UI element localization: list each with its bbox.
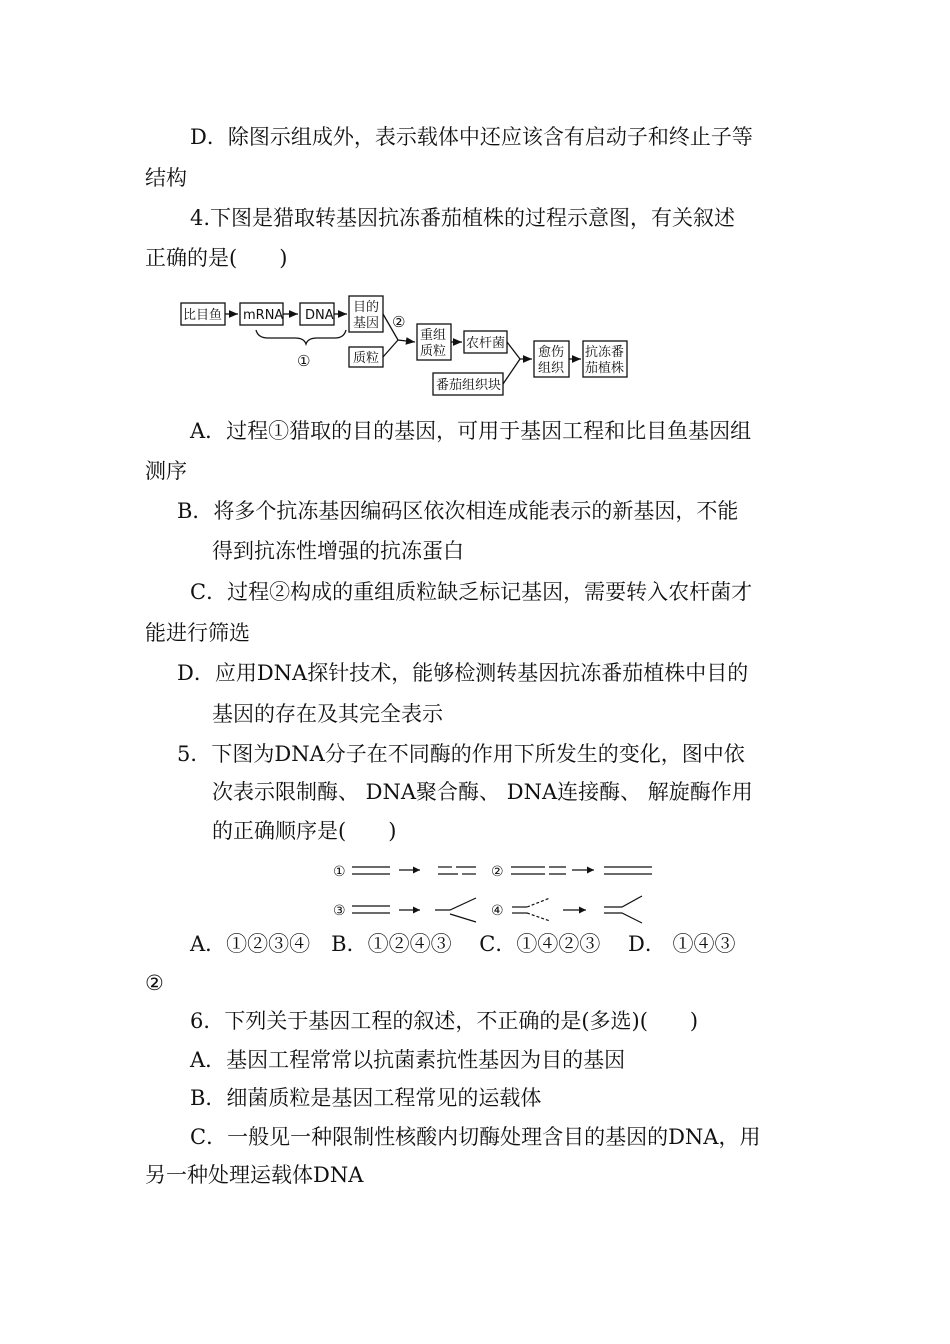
q4-option-a-line1: A．过程①猎取的目的基因，可用于基因工程和比目鱼基因组 <box>190 419 752 443</box>
q4-option-b-line1: B．将多个抗冻基因编码区依次相连成能表示的新基因，不能 <box>177 499 739 523</box>
q6-option-c-line2: 另一种处理运载体DNA <box>145 1163 364 1187</box>
q6-stem: 6．下列关于基因工程的叙述，不正确的是(多选)( ) <box>190 1009 699 1033</box>
q4-option-a-line2: 测序 <box>145 459 187 483</box>
q3-option-d-line2: 结构 <box>145 166 187 190</box>
step1-label: ① <box>297 352 311 370</box>
box-recombinant-line1: 重组 <box>420 328 447 343</box>
q5-stem-line3: 的正确顺序是( ) <box>212 819 397 843</box>
box-agrobacterium: 农杆菌 <box>466 336 506 351</box>
q4-stem-line2: 正确的是( ) <box>145 246 288 270</box>
box-fish: 比目鱼 <box>183 308 223 323</box>
q6-option-c-line1: C．一般见一种限制性核酸内切酶处理含目的基因的DNA，用 <box>190 1125 761 1149</box>
q4-option-c-line1: C．过程②构成的重组质粒缺乏标记基因，需要转入农杆菌才 <box>190 580 753 604</box>
box-tomato-tissue: 番茄组织块 <box>436 378 502 393</box>
q4-option-c-line2: 能进行筛选 <box>145 621 250 645</box>
label-2: ② <box>491 864 504 880</box>
q6-option-a: A．基因工程常常以抗菌素抗性基因为目的基因 <box>190 1048 626 1072</box>
box-target-gene-line2: 基因 <box>353 316 380 331</box>
box-callus-line2: 组织 <box>538 361 565 376</box>
q4-option-d-line2: 基因的存在及其完全表示 <box>212 702 443 726</box>
box-target-gene-line1: 目的 <box>353 300 380 315</box>
step2-label: ② <box>392 313 406 331</box>
q3-option-d-line1: D．除图示组成外，表示载体中还应该含有启动子和终止子等 <box>190 125 753 149</box>
label-1: ① <box>333 864 346 880</box>
box-plant-line1: 抗冻番 <box>585 345 625 360</box>
q6-option-b: B．细菌质粒是基因工程常见的运载体 <box>190 1086 542 1110</box>
box-callus-line1: 愈伤 <box>538 345 565 360</box>
q5-options-wrap: ② <box>145 971 164 995</box>
q5-stem-line2: 次表示限制酶、 DNA聚合酶、 DNA连接酶、 解旋酶作用 <box>212 780 753 804</box>
box-mrna: mRNA <box>243 308 284 323</box>
q5-options: A．①②③④ B．①②④③ C．①④②③ D． ①④③ <box>190 932 736 956</box>
q4-stem-line1: 4.下图是猎取转基因抗冻番茄植株的过程示意图，有关叙述 <box>190 206 736 230</box>
box-recombinant-line2: 质粒 <box>420 344 447 359</box>
box-dna: DNA <box>305 308 334 323</box>
q5-stem-line1: 5．下图为DNA分子在不同酶的作用下所发生的变化，图中依 <box>177 742 745 766</box>
q4-option-b-line2: 得到抗冻性增强的抗冻蛋白 <box>212 539 464 563</box>
q4-option-d-line1: D．应用DNA探针技术，能够检测转基因抗冻番茄植株中目的 <box>177 661 749 685</box>
box-plant-line2: 茄植株 <box>585 361 625 376</box>
label-3: ③ <box>333 903 346 919</box>
box-plasmid: 质粒 <box>353 351 380 366</box>
label-4: ④ <box>491 903 504 919</box>
